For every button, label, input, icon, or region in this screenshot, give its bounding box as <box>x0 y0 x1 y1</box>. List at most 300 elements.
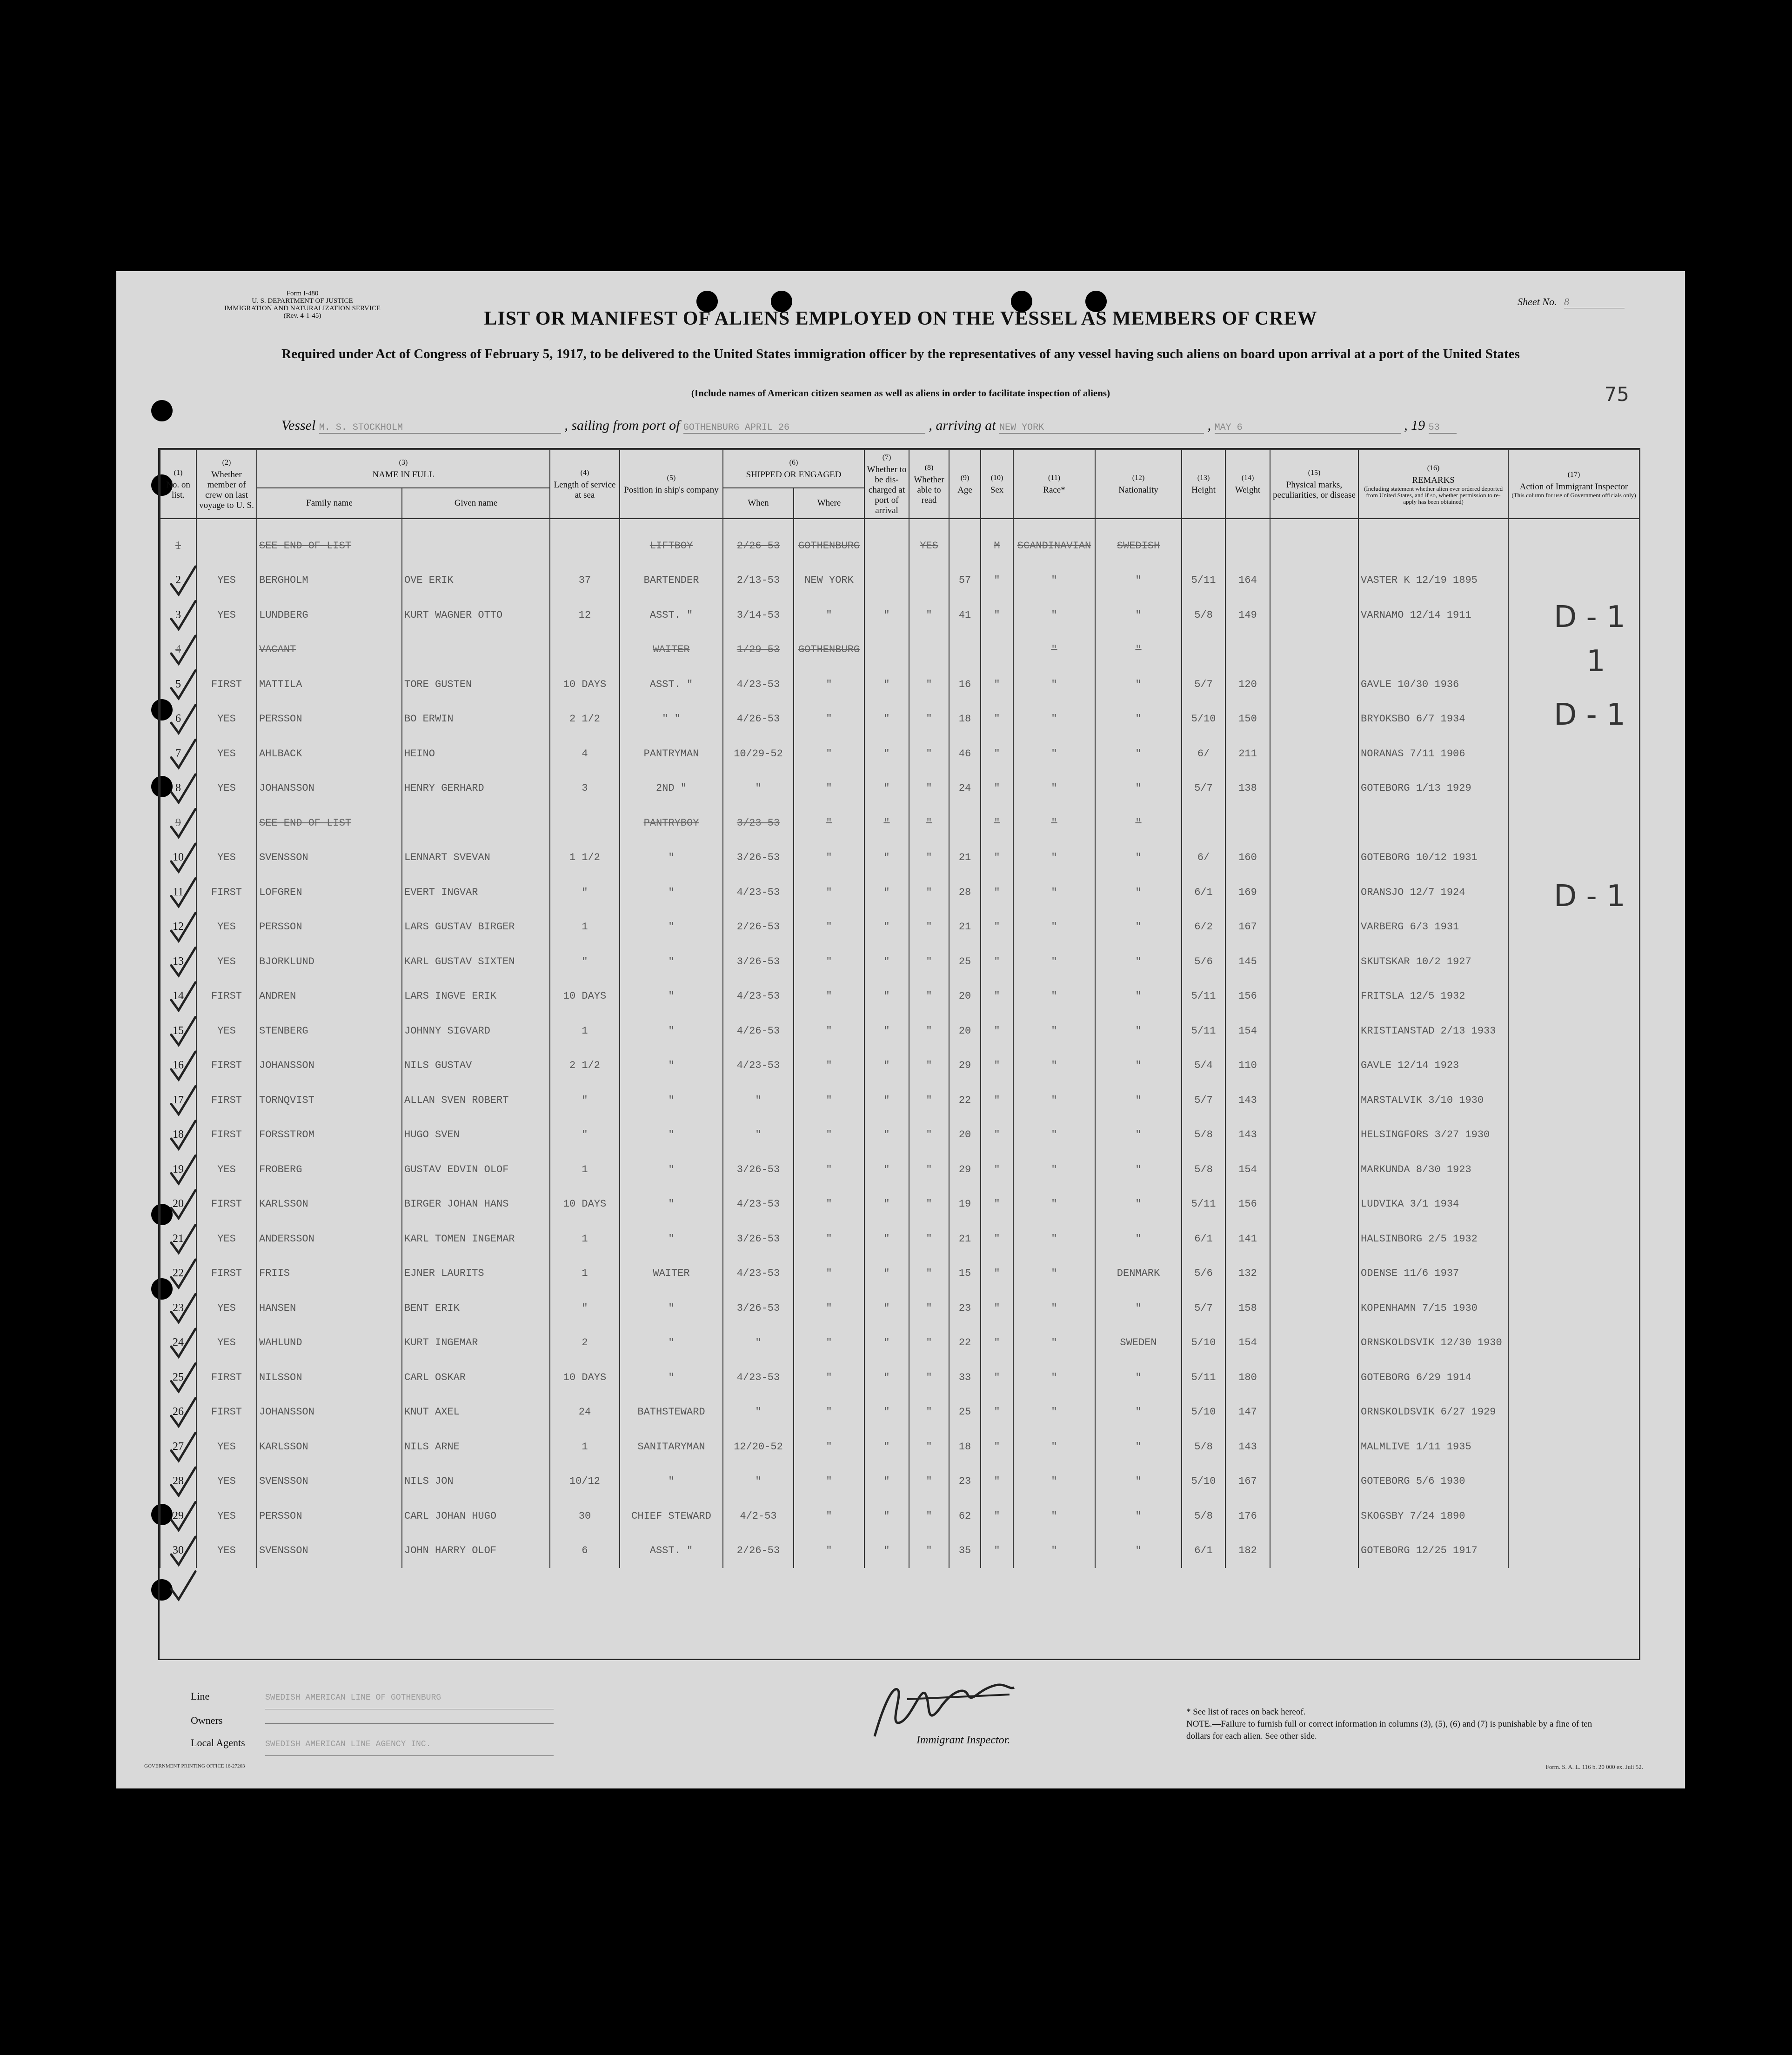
cell-shipped-when: " <box>723 1083 794 1118</box>
cell-discharge: " <box>864 1499 909 1534</box>
cell-crew-status: YES <box>196 736 257 771</box>
cell-inspector-action <box>1508 736 1639 771</box>
cell-length-of-service: 10 DAYS <box>550 979 620 1014</box>
col-nationality-header: (12) Nationality <box>1095 450 1182 519</box>
cell-shipped-where: " <box>794 736 864 771</box>
cell-physical-marks <box>1270 1499 1358 1534</box>
cell-age: 57 <box>949 563 981 598</box>
table-row <box>160 1534 1639 1568</box>
cell-height <box>1182 528 1225 563</box>
cell-inspector-action <box>1508 1187 1639 1222</box>
revision: (Rev. 4-1-45) <box>283 312 321 320</box>
cell-shipped-where: GOTHENBURG <box>794 528 864 563</box>
cell-shipped-when: " <box>723 1326 794 1361</box>
cell-family-name: TORNQVIST <box>257 1083 402 1118</box>
page-subnote: (Include names of American citizen seamen as well as aliens in order to facilitate inspection of aliens) <box>691 387 1110 399</box>
cell-nationality: " <box>1095 598 1182 633</box>
cell-physical-marks <box>1270 1429 1358 1464</box>
cell-shipped-when: 2/26-53 <box>723 910 794 945</box>
cell-shipped-where: " <box>794 979 864 1014</box>
cell-race: " <box>1013 1152 1095 1187</box>
cell-position: ASST. " <box>620 667 723 702</box>
table-row <box>160 979 1639 1014</box>
cell-length-of-service: 1 <box>550 1429 620 1464</box>
cell-row-number: 10 <box>160 841 196 875</box>
cell-family-name: VACANT <box>257 633 402 667</box>
cell-race: " <box>1013 1360 1095 1395</box>
cell-given-name: LARS INGVE ERIK <box>402 979 550 1014</box>
cell-position: " <box>620 1326 723 1361</box>
cell-age: 35 <box>949 1534 981 1568</box>
cell-inspector-action <box>1508 1014 1639 1048</box>
cell-given-name: KURT INGEMAR <box>402 1326 550 1361</box>
cell-sex: M <box>981 528 1013 563</box>
cell-nationality: " <box>1095 944 1182 979</box>
cell-given-name: BENT ERIK <box>402 1291 550 1326</box>
cell-position: " <box>620 979 723 1014</box>
cell-age: 29 <box>949 1048 981 1083</box>
cell-sex: " <box>981 771 1013 806</box>
cell-weight: 167 <box>1225 910 1270 945</box>
cell-shipped-where: " <box>794 1118 864 1153</box>
footer-notes <box>1186 1706 1614 1742</box>
cell-weight: 154 <box>1225 1152 1270 1187</box>
cell-row-number: 27 <box>160 1429 196 1464</box>
cell-position: " <box>620 1221 723 1256</box>
cell-weight: 176 <box>1225 1499 1270 1534</box>
cell-sex: " <box>981 1326 1013 1361</box>
cell-family-name: NILSSON <box>257 1360 402 1395</box>
table-row <box>160 1395 1639 1430</box>
cell-position: " <box>620 1014 723 1048</box>
cell-able-to-read: " <box>909 771 949 806</box>
cell-remarks: ORNSKOLDSVIK 12/30 1930 <box>1358 1326 1508 1361</box>
cell-weight: 160 <box>1225 841 1270 875</box>
table-row <box>160 1152 1639 1187</box>
cell-remarks <box>1358 806 1508 841</box>
cell-shipped-where: GOTHENBURG <box>794 633 864 667</box>
cell-inspector-action <box>1508 1221 1639 1256</box>
cell-nationality: DENMARK <box>1095 1256 1182 1291</box>
cell-able-to-read: " <box>909 702 949 737</box>
cell-row-number: 5 <box>160 667 196 702</box>
cell-physical-marks <box>1270 1187 1358 1222</box>
cell-position: " <box>620 1187 723 1222</box>
cell-sex: " <box>981 736 1013 771</box>
cell-family-name: SEE END OF LIST <box>257 528 402 563</box>
cell-height: 5/11 <box>1182 1360 1225 1395</box>
cell-race: SCANDINAVIAN <box>1013 528 1095 563</box>
cell-row-number: 30 <box>160 1534 196 1568</box>
cell-position: BATHSTEWARD <box>620 1395 723 1430</box>
cell-inspector-action <box>1508 1083 1639 1118</box>
cell-height: 5/10 <box>1182 1395 1225 1430</box>
form-footer-code: Form. S. A. L. 116 b. 20 000 ex. Juli 52. <box>1545 1763 1643 1770</box>
cell-physical-marks <box>1270 1326 1358 1361</box>
cell-crew-status: YES <box>196 1534 257 1568</box>
cell-height <box>1182 633 1225 667</box>
cell-race: " <box>1013 944 1095 979</box>
cell-given-name: NILS GUSTAV <box>402 1048 550 1083</box>
cell-length-of-service: " <box>550 944 620 979</box>
col-marks-header: (15) Physical marks, peculiarities, or disease <box>1270 450 1358 519</box>
cell-age: 28 <box>949 875 981 910</box>
cell-discharge: " <box>864 598 909 633</box>
cell-able-to-read: " <box>909 1187 949 1222</box>
cell-length-of-service: 30 <box>550 1499 620 1534</box>
cell-physical-marks <box>1270 1395 1358 1430</box>
punch-hole <box>151 400 173 421</box>
cell-physical-marks <box>1270 736 1358 771</box>
cell-age: 23 <box>949 1464 981 1499</box>
cell-length-of-service: " <box>550 1118 620 1153</box>
page-title: LIST OR MANIFEST OF ALIENS EMPLOYED ON THE VESSEL AS MEMBERS OF CREW <box>484 308 1317 329</box>
cell-height: 6/2 <box>1182 910 1225 945</box>
cell-sex: " <box>981 875 1013 910</box>
cell-height: 5/11 <box>1182 1014 1225 1048</box>
cell-position: " <box>620 841 723 875</box>
cell-race: " <box>1013 667 1095 702</box>
cell-remarks: GOTEBORG 5/6 1930 <box>1358 1464 1508 1499</box>
cell-shipped-where: " <box>794 1395 864 1430</box>
cell-sex: " <box>981 1464 1013 1499</box>
cell-shipped-where: NEW YORK <box>794 563 864 598</box>
cell-height: 5/8 <box>1182 1429 1225 1464</box>
cell-age: 33 <box>949 1360 981 1395</box>
cell-family-name: SVENSSON <box>257 1464 402 1499</box>
cell-race: " <box>1013 1221 1095 1256</box>
cell-given-name: JOHNNY SIGVARD <box>402 1014 550 1048</box>
cell-physical-marks <box>1270 1048 1358 1083</box>
cell-row-number: 3 <box>160 598 196 633</box>
cell-weight: 145 <box>1225 944 1270 979</box>
cell-physical-marks <box>1270 1256 1358 1291</box>
cell-shipped-where: " <box>794 1014 864 1048</box>
cell-position: ASST. " <box>620 1534 723 1568</box>
cell-family-name: BERGHOLM <box>257 563 402 598</box>
cell-shipped-where: " <box>794 1464 864 1499</box>
table-row <box>160 771 1639 806</box>
agents-label: Local Agents <box>191 1737 245 1748</box>
table-row <box>160 702 1639 737</box>
cell-discharge: " <box>864 979 909 1014</box>
cell-remarks: GOTEBORG 10/12 1931 <box>1358 841 1508 875</box>
cell-length-of-service: 1 <box>550 1221 620 1256</box>
cell-shipped-where: " <box>794 1326 864 1361</box>
cell-able-to-read: " <box>909 1118 949 1153</box>
cell-length-of-service: 2 1/2 <box>550 702 620 737</box>
cell-weight: 132 <box>1225 1256 1270 1291</box>
cell-family-name: JOHANSSON <box>257 1048 402 1083</box>
cell-position: " <box>620 1360 723 1395</box>
department: U. S. DEPARTMENT OF JUSTICE <box>252 297 353 305</box>
page-subtitle: Required under Act of Congress of February 5, 1917, to be delivered to the United States immigration officer by the representatives of any vessel having such aliens on board upon arrival at a port of the United States <box>281 347 1520 361</box>
cell-weight: 143 <box>1225 1429 1270 1464</box>
sheet-label: Sheet No. <box>1518 296 1557 307</box>
cell-crew-status: FIRST <box>196 667 257 702</box>
cell-remarks: VARBERG 6/3 1931 <box>1358 910 1508 945</box>
cell-shipped-when: 3/23-53 <box>723 806 794 841</box>
cell-able-to-read: " <box>909 1014 949 1048</box>
cell-position: BARTENDER <box>620 563 723 598</box>
cell-length-of-service: 2 <box>550 1326 620 1361</box>
cell-inspector-action <box>1508 1360 1639 1395</box>
cell-physical-marks <box>1270 979 1358 1014</box>
cell-discharge: " <box>864 771 909 806</box>
cell-inspector-action <box>1508 979 1639 1014</box>
table-row <box>160 1499 1639 1534</box>
cell-discharge: " <box>864 736 909 771</box>
cell-race: " <box>1013 1083 1095 1118</box>
cell-able-to-read: " <box>909 598 949 633</box>
cell-given-name: OVE ERIK <box>402 563 550 598</box>
cell-weight: 169 <box>1225 875 1270 910</box>
cell-remarks: GAVLE 12/14 1923 <box>1358 1048 1508 1083</box>
cell-sex: " <box>981 806 1013 841</box>
cell-position: " <box>620 910 723 945</box>
cell-nationality: " <box>1095 806 1182 841</box>
cell-weight: 154 <box>1225 1014 1270 1048</box>
cell-length-of-service: " <box>550 1083 620 1118</box>
vessel-line: Vessel M. S. STOCKHOLM , sailing from port of GOTHENBURG APRIL 26 , arriving at NEW YORK , MAY 6 , 19 53 <box>281 418 1457 434</box>
cell-sex: " <box>981 702 1013 737</box>
cell-height: 6/ <box>1182 841 1225 875</box>
cell-shipped-when: " <box>723 1464 794 1499</box>
cell-physical-marks <box>1270 633 1358 667</box>
cell-position: WAITER <box>620 1256 723 1291</box>
cell-discharge: " <box>864 1187 909 1222</box>
cell-family-name: JOHANSSON <box>257 771 402 806</box>
table-row <box>160 563 1639 598</box>
cell-sex: " <box>981 1014 1013 1048</box>
cell-able-to-read: " <box>909 979 949 1014</box>
cell-nationality: " <box>1095 667 1182 702</box>
cell-physical-marks <box>1270 1118 1358 1153</box>
cell-race: " <box>1013 806 1095 841</box>
table-row <box>160 806 1639 841</box>
col-where-header: Where <box>794 488 864 519</box>
cell-length-of-service <box>550 806 620 841</box>
cell-physical-marks <box>1270 1291 1358 1326</box>
cell-nationality: " <box>1095 1187 1182 1222</box>
cell-age: 20 <box>949 1118 981 1153</box>
cell-remarks: GOTEBORG 1/13 1929 <box>1358 771 1508 806</box>
cell-race: " <box>1013 910 1095 945</box>
arriving-value: NEW YORK <box>999 422 1204 434</box>
cell-race: " <box>1013 1291 1095 1326</box>
table-row <box>160 633 1639 667</box>
col-service-header: (4) Length of service at sea <box>550 450 620 519</box>
cell-inspector-action <box>1508 563 1639 598</box>
cell-shipped-when: 2/26-53 <box>723 528 794 563</box>
cell-remarks <box>1358 528 1508 563</box>
cell-row-number: 23 <box>160 1291 196 1326</box>
cell-age: 21 <box>949 910 981 945</box>
cell-discharge: " <box>864 1048 909 1083</box>
cell-race: " <box>1013 979 1095 1014</box>
cell-nationality: " <box>1095 1221 1182 1256</box>
cell-physical-marks <box>1270 702 1358 737</box>
cell-position: " <box>620 1291 723 1326</box>
cell-crew-status: FIRST <box>196 1256 257 1291</box>
cell-remarks: MARSTALVIK 3/10 1930 <box>1358 1083 1508 1118</box>
arrival-date-value: MAY 6 <box>1215 422 1401 434</box>
cell-height: 5/8 <box>1182 1118 1225 1153</box>
cell-physical-marks <box>1270 1152 1358 1187</box>
cell-position: " " <box>620 702 723 737</box>
cell-remarks: HALSINBORG 2/5 1932 <box>1358 1221 1508 1256</box>
cell-row-number: 17 <box>160 1083 196 1118</box>
cell-age <box>949 528 981 563</box>
cell-inspector-action <box>1508 1291 1639 1326</box>
cell-length-of-service: 3 <box>550 771 620 806</box>
cell-position: " <box>620 1464 723 1499</box>
cell-shipped-when: 4/23-53 <box>723 979 794 1014</box>
cell-given-name: KURT WAGNER OTTO <box>402 598 550 633</box>
table-row <box>160 1360 1639 1395</box>
table-row <box>160 1118 1639 1153</box>
cell-remarks: KOPENHAMN 7/15 1930 <box>1358 1291 1508 1326</box>
cell-shipped-when: 2/26-53 <box>723 1534 794 1568</box>
cell-physical-marks <box>1270 1083 1358 1118</box>
cell-given-name <box>402 806 550 841</box>
cell-nationality: " <box>1095 841 1182 875</box>
cell-inspector-action <box>1508 1326 1639 1361</box>
cell-physical-marks <box>1270 771 1358 806</box>
cell-remarks: BRYOKSBO 6/7 1934 <box>1358 702 1508 737</box>
table-row <box>160 667 1639 702</box>
cell-age: 20 <box>949 979 981 1014</box>
cell-shipped-when: 2/13-53 <box>723 563 794 598</box>
cell-crew-status: FIRST <box>196 1187 257 1222</box>
col-when-header: When <box>723 488 794 519</box>
cell-row-number: 28 <box>160 1464 196 1499</box>
cell-weight: 120 <box>1225 667 1270 702</box>
cell-length-of-service: 24 <box>550 1395 620 1430</box>
table-row <box>160 528 1639 563</box>
cell-nationality: " <box>1095 1395 1182 1430</box>
cell-remarks: VARNAMO 12/14 1911 <box>1358 598 1508 633</box>
cell-remarks: MARKUNDA 8/30 1923 <box>1358 1152 1508 1187</box>
year-value: 53 <box>1429 422 1457 434</box>
cell-height: 5/4 <box>1182 1048 1225 1083</box>
cell-remarks: SKOGSBY 7/24 1890 <box>1358 1499 1508 1534</box>
cell-remarks: SKUTSKAR 10/2 1927 <box>1358 944 1508 979</box>
cell-shipped-when: 4/23-53 <box>723 1048 794 1083</box>
cell-position: 2ND " <box>620 771 723 806</box>
cell-given-name: KARL GUSTAV SIXTEN <box>402 944 550 979</box>
cell-sex: " <box>981 841 1013 875</box>
cell-position: CHIEF STEWARD <box>620 1499 723 1534</box>
cell-family-name: STENBERG <box>257 1014 402 1048</box>
cell-inspector-action <box>1508 1118 1639 1153</box>
cell-physical-marks <box>1270 910 1358 945</box>
inspector-mark: D - 1 <box>1554 879 1625 914</box>
cell-remarks: MALMLIVE 1/11 1935 <box>1358 1429 1508 1464</box>
cell-length-of-service: 1 <box>550 910 620 945</box>
cell-height: 6/1 <box>1182 1221 1225 1256</box>
cell-given-name: KARL TOMEN INGEMAR <box>402 1221 550 1256</box>
cell-shipped-when: 3/26-53 <box>723 1221 794 1256</box>
cell-discharge: " <box>864 806 909 841</box>
cell-height: 6/1 <box>1182 875 1225 910</box>
table-row <box>160 1221 1639 1256</box>
cell-crew-status: YES <box>196 910 257 945</box>
col-sex-header: (10) Sex <box>981 450 1013 519</box>
cell-crew-status: YES <box>196 1499 257 1534</box>
cell-height: 5/7 <box>1182 1083 1225 1118</box>
cell-position: PANTRYMAN <box>620 736 723 771</box>
cell-shipped-where: " <box>794 1499 864 1534</box>
cell-given-name: HEINO <box>402 736 550 771</box>
cell-able-to-read: " <box>909 667 949 702</box>
cell-crew-status: FIRST <box>196 875 257 910</box>
cell-inspector-action <box>1508 1499 1639 1534</box>
col-weight-header: (14) Weight <box>1225 450 1270 519</box>
cell-row-number: 15 <box>160 1014 196 1048</box>
cell-inspector-action <box>1508 875 1639 910</box>
cell-crew-status: YES <box>196 771 257 806</box>
cell-family-name: KARLSSON <box>257 1187 402 1222</box>
cell-family-name: SVENSSON <box>257 841 402 875</box>
cell-nationality: " <box>1095 875 1182 910</box>
cell-shipped-where: " <box>794 1187 864 1222</box>
cell-able-to-read: " <box>909 841 949 875</box>
cell-height: 5/11 <box>1182 563 1225 598</box>
cell-weight: 150 <box>1225 702 1270 737</box>
races-note: * See list of races on back hereof. <box>1186 1707 1306 1717</box>
cell-nationality: SWEDISH <box>1095 528 1182 563</box>
cell-able-to-read: " <box>909 910 949 945</box>
cell-crew-status: YES <box>196 1326 257 1361</box>
cell-crew-status: YES <box>196 1291 257 1326</box>
line-label: Line <box>191 1690 210 1702</box>
cell-discharge: " <box>864 667 909 702</box>
cell-sex: " <box>981 1048 1013 1083</box>
cell-row-number: 20 <box>160 1187 196 1222</box>
cell-given-name: GUSTAV EDVIN OLOF <box>402 1152 550 1187</box>
cell-sex: " <box>981 1534 1013 1568</box>
cell-position: SANITARYMAN <box>620 1429 723 1464</box>
cell-able-to-read: " <box>909 1534 949 1568</box>
cell-discharge: " <box>864 1395 909 1430</box>
cell-physical-marks <box>1270 563 1358 598</box>
cell-nationality: " <box>1095 633 1182 667</box>
cell-race: " <box>1013 841 1095 875</box>
cell-given-name: KNUT AXEL <box>402 1395 550 1430</box>
cell-discharge: " <box>864 702 909 737</box>
col-shipped-header: (6) SHIPPED OR ENGAGED <box>723 450 864 488</box>
cell-inspector-action <box>1508 806 1639 841</box>
cell-age: 25 <box>949 1395 981 1430</box>
cell-weight: 164 <box>1225 563 1270 598</box>
cell-sex: " <box>981 1429 1013 1464</box>
penalty-note: NOTE.—Failure to furnish full or correct information in columns (3), (5), (6) and (7) is punishable by a fine of ten dollars for each alien. See other side. <box>1186 1719 1592 1741</box>
cell-able-to-read: " <box>909 736 949 771</box>
cell-sex: " <box>981 563 1013 598</box>
cell-weight: 143 <box>1225 1083 1270 1118</box>
cell-given-name: CARL OSKAR <box>402 1360 550 1395</box>
cell-shipped-when: 3/26-53 <box>723 1152 794 1187</box>
col-action-header: (17) Action of Immigrant Inspector (This column for use of Government officials only) <box>1508 450 1639 519</box>
cell-nationality: " <box>1095 1014 1182 1048</box>
cell-able-to-read: " <box>909 1221 949 1256</box>
cell-row-number: 6 <box>160 702 196 737</box>
cell-nationality: " <box>1095 1464 1182 1499</box>
cell-row-number: 2 <box>160 563 196 598</box>
cell-nationality: " <box>1095 1048 1182 1083</box>
cell-sex: " <box>981 1083 1013 1118</box>
